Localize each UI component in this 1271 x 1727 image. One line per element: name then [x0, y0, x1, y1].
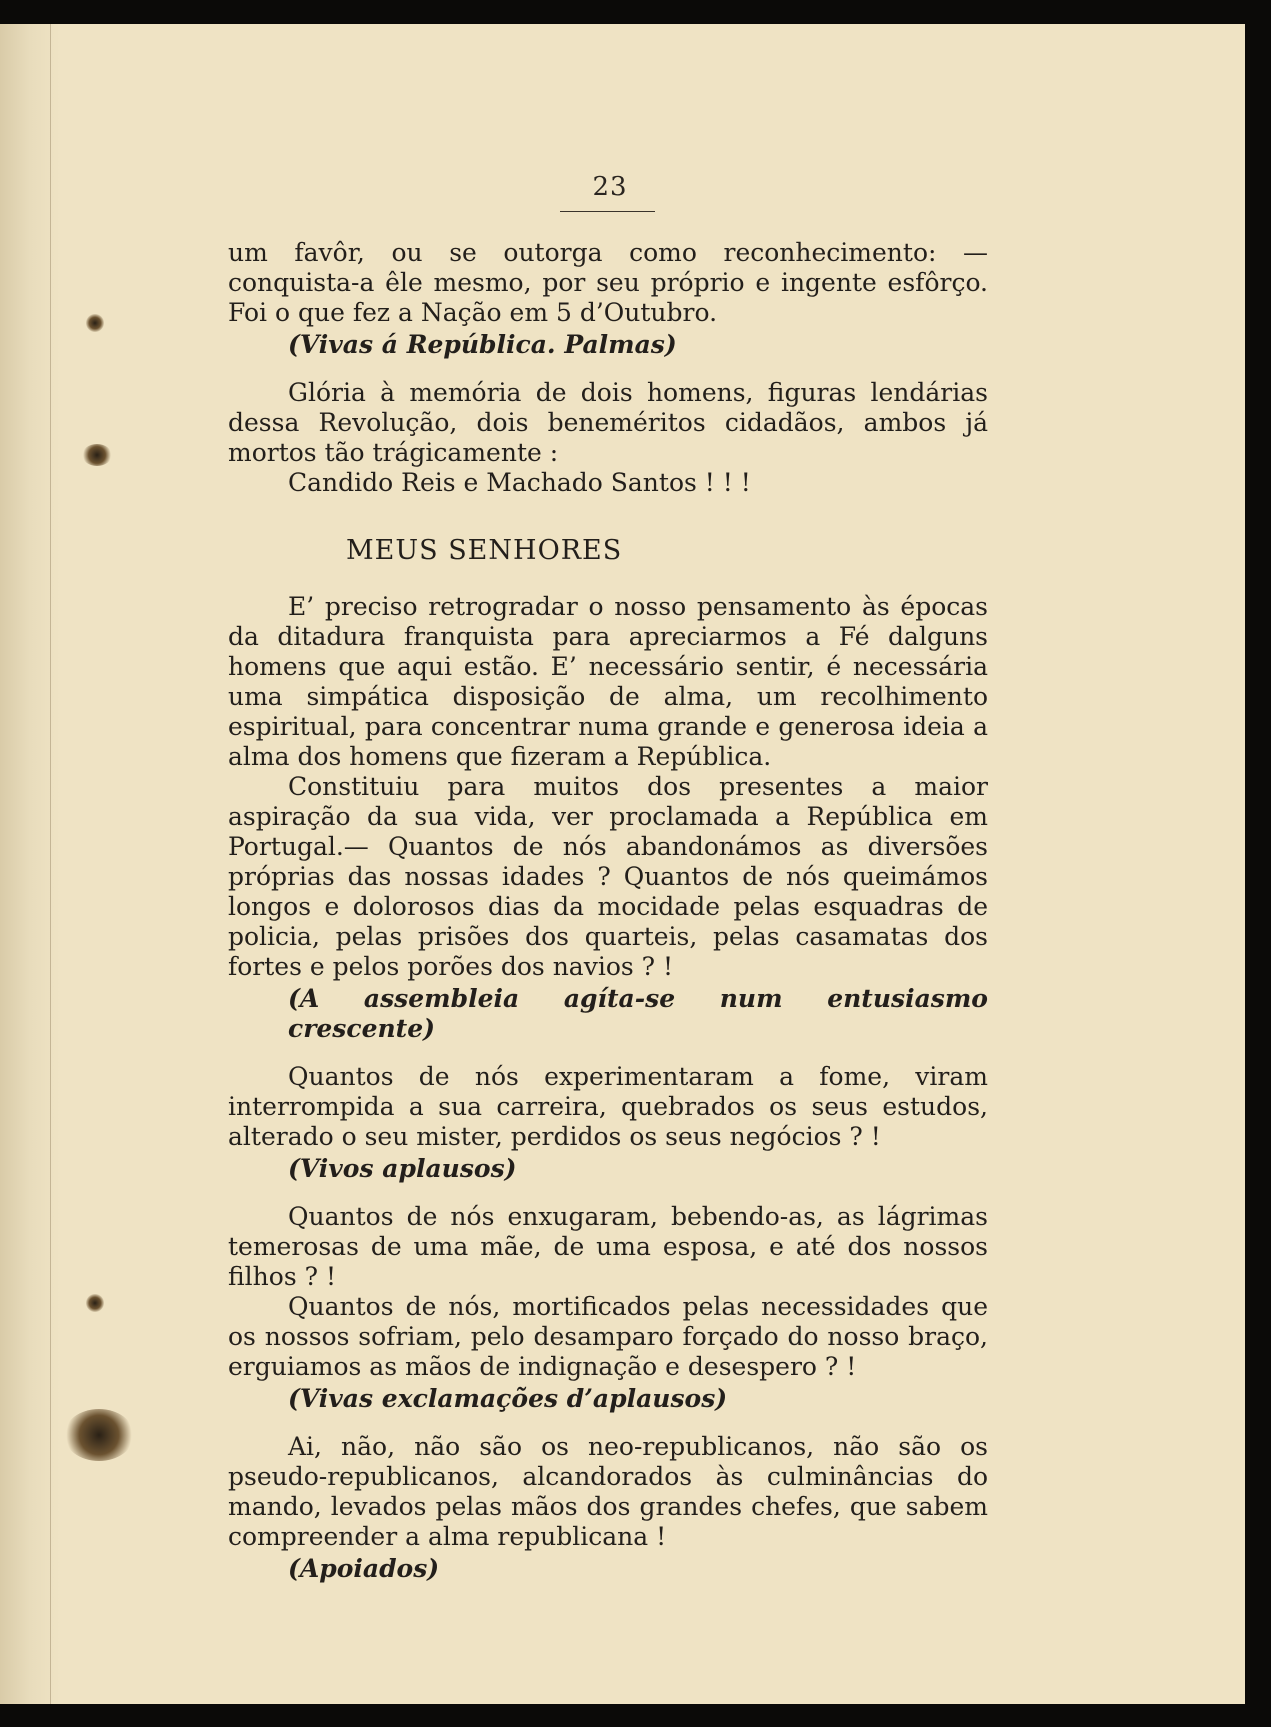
paragraph: Constituiu para muitos dos presentes a maior aspiração da sua vida, ver proclamada a República em Portugal.— Quantos de nós abandonámos as diversões próprias das nossas idades ? Quantos de nós queimámos longos e dolorosos dias da mocidade pelas esquadras de policia, pelas prisões dos quarteis, pelas casamatas dos fortes e pelos porões dos navios ? ! — [228, 772, 988, 981]
section-heading: MEUS SENHORES — [346, 535, 623, 566]
book-page — [0, 24, 1245, 1704]
stage-direction: (Vivas á República. Palmas) — [288, 330, 677, 359]
binding-hole — [86, 1294, 104, 1312]
paragraph: Ai, não, não são os neo-republicanos, não são os pseudo-republicanos, alcandorados às culminâncias do mando, levados pelas mãos dos grandes chefes, que sabem compreender a alma republicana ! — [228, 1432, 988, 1551]
stage-direction: (Apoiados) — [288, 1554, 440, 1583]
binding-hole — [86, 314, 104, 332]
stage-direction: (Vivas exclamações d’aplausos) — [288, 1384, 728, 1413]
paragraph: Glória à memória de dois homens, figuras lendárias dessa Revolução, dois beneméritos cidadãos, ambos já mortos tão trágicamente : — [228, 378, 988, 467]
binding-line — [50, 24, 51, 1704]
paragraph: Quantos de nós, mortificados pelas necessidades que os nossos sofriam, pelo desamparo forçado do nosso braço, erguiamos as mãos de indignação e desespero ? ! — [228, 1292, 988, 1381]
paragraph: um favôr, ou se outorga como reconhecimento: — conquista-a êle mesmo, por seu próprio e ingente esfôrço. Foi o que fez a Nação em 5 d’Outubro. — [228, 238, 988, 327]
stage-direction: (A assembleia agíta-se num entusiasmo crescente) — [288, 984, 988, 1043]
page-number: 23 — [592, 172, 628, 202]
paragraph: Quantos de nós experimentaram a fome, viram interrompida a sua carreira, quebrados os seus estudos, alterado o seu mister, perdidos os seus negócios ? ! — [228, 1062, 988, 1151]
header-rule — [560, 211, 655, 212]
paragraph: E’ preciso retrogradar o nosso pensamento às épocas da ditadura franquista para apreciarmos a Fé dalguns homens que aqui estão. E’ necessário sentir, é necessária uma simpática disposição de alma, um recolhimento espiritual, para concentrar numa grande e generosa ideia a alma dos homens que fizeram a República. — [228, 592, 988, 771]
paragraph: Candido Reis e Machado Santos ! ! ! — [288, 468, 751, 497]
page-text — [228, 238, 988, 1584]
paragraph: Quantos de nós enxugaram, bebendo-as, as lágrimas temerosas de uma mãe, de uma esposa, e até dos nossos filhos ? ! — [228, 1202, 988, 1291]
stage-direction: (Vivos aplausos) — [288, 1154, 517, 1183]
binding-hole — [82, 444, 112, 466]
binding-hole — [64, 1409, 134, 1461]
